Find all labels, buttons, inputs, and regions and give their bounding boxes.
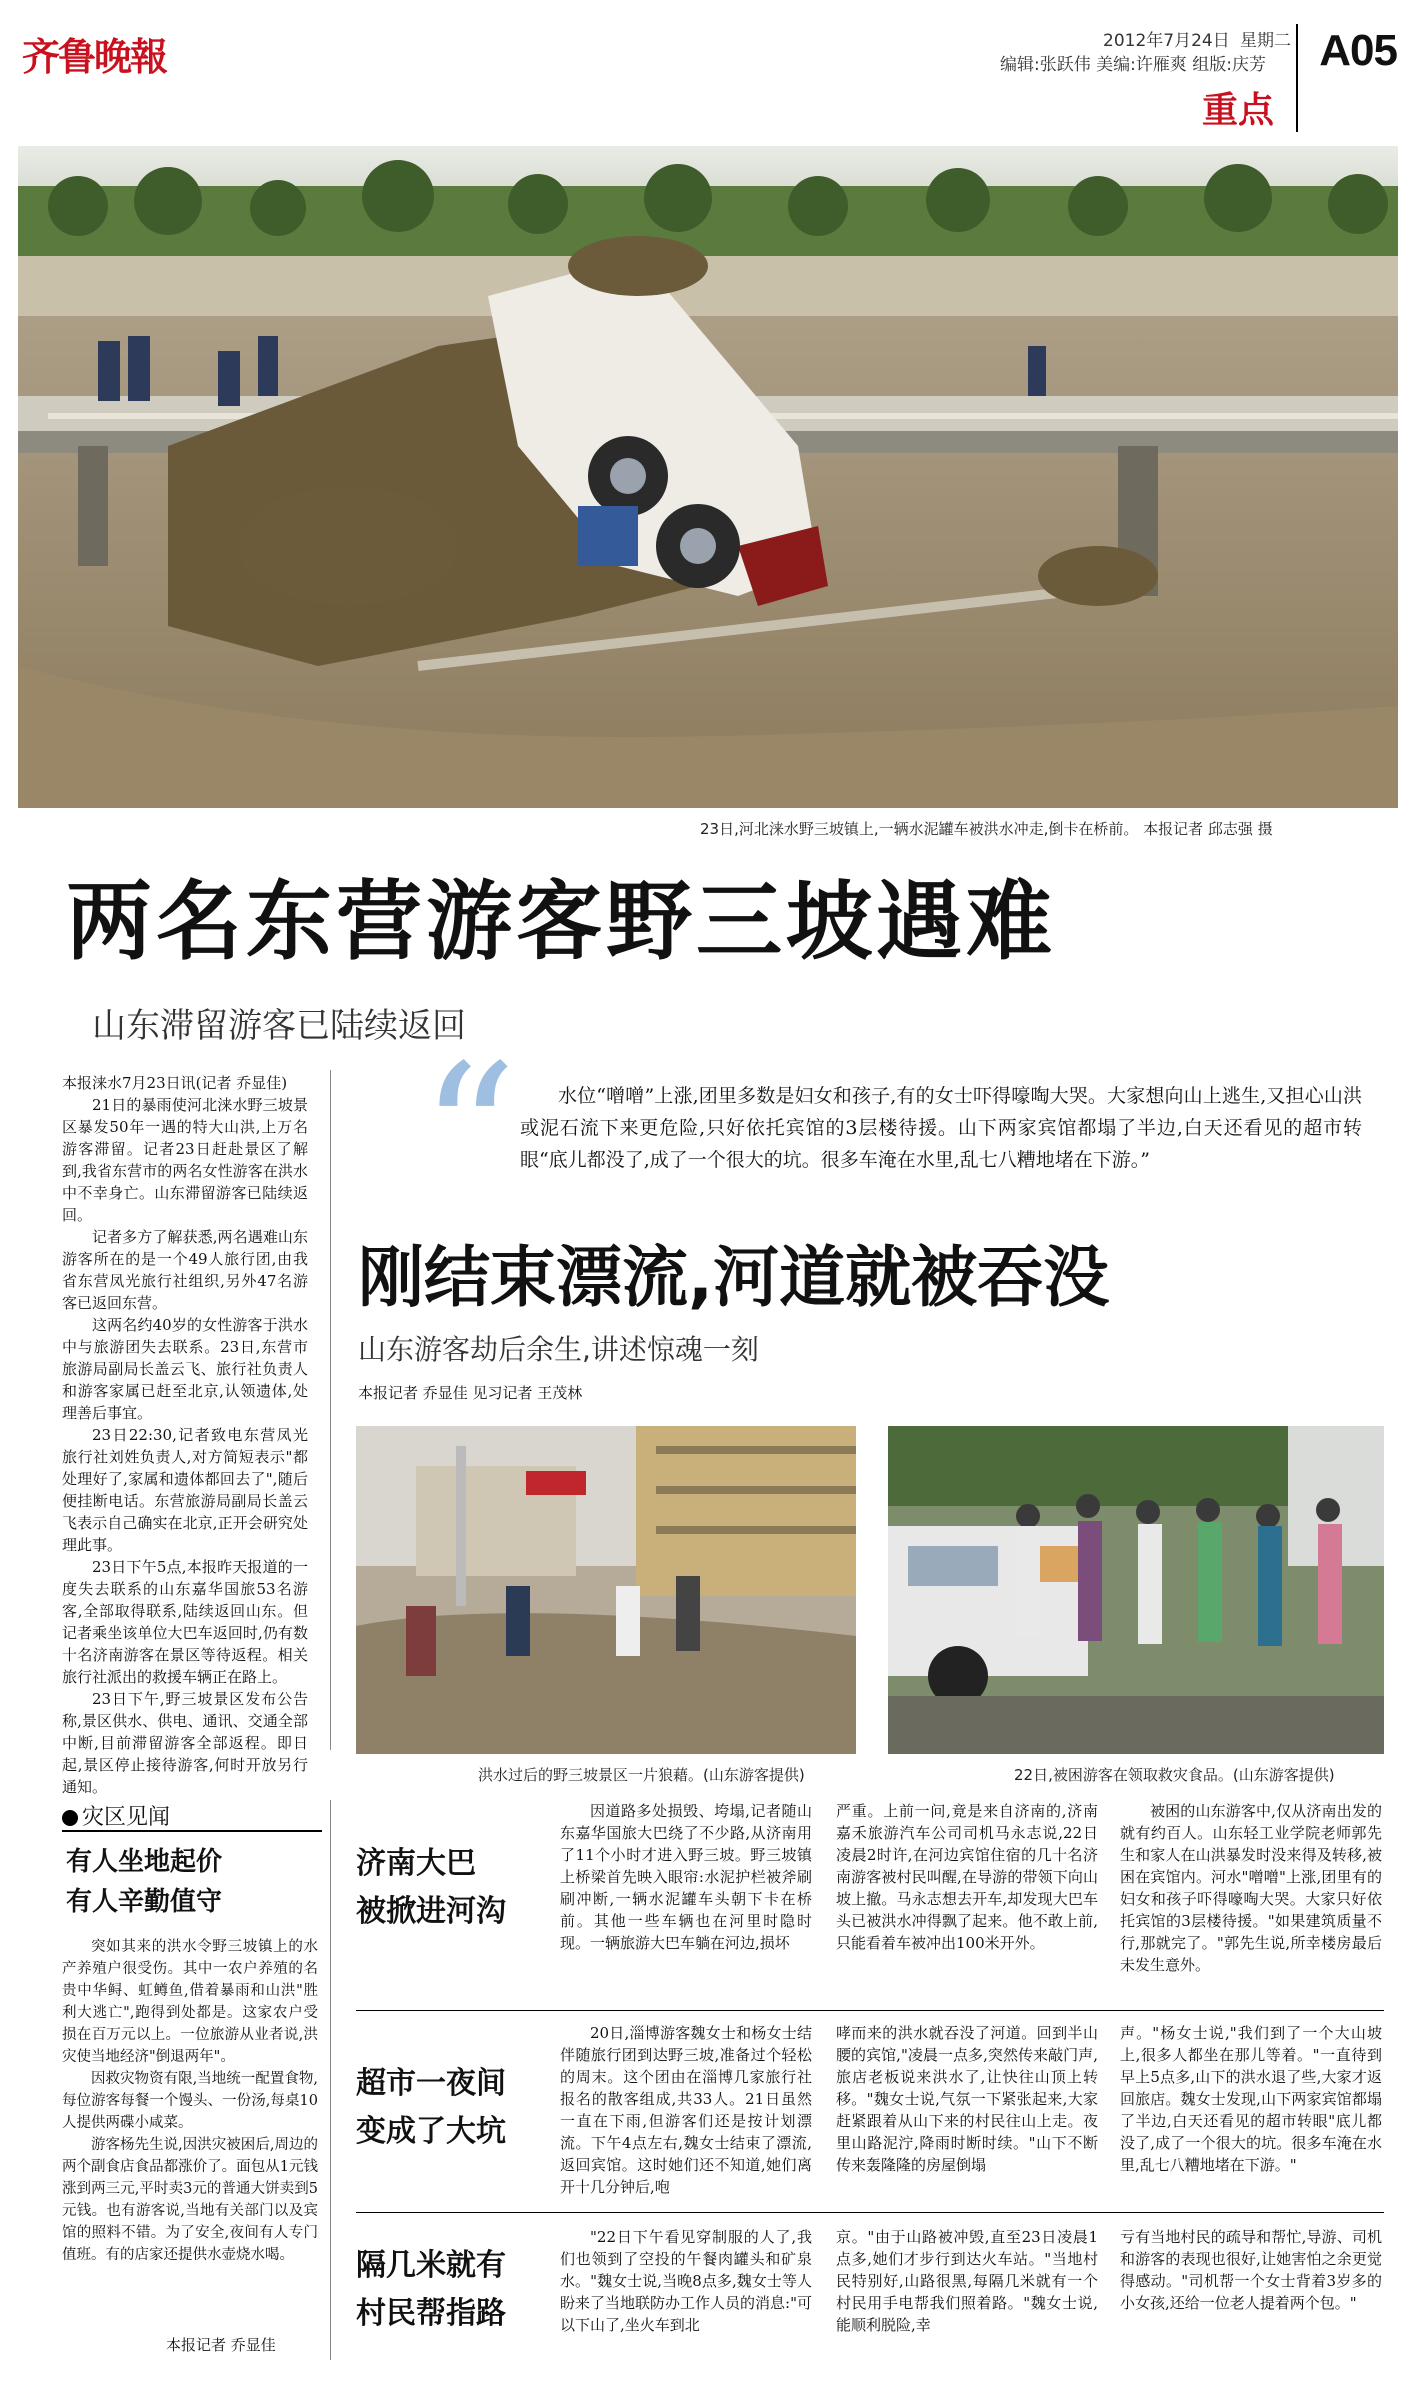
photo-debris (356, 1426, 856, 1754)
section-label: 重点 (1202, 90, 1275, 131)
section-3-text-1: "22日下午看见穿制服的人了,我们也领到了空投的午餐肉罐头和矿泉水。"魏女士说,当晚8点多,魏女士等人盼来了当地联防办工作人员的消息:"可以下山了,坐火车到北 (560, 2228, 812, 2334)
section-2-col-3 (1120, 2022, 1382, 2176)
section-3-col-1 (560, 2226, 812, 2336)
section-2-text-1: 20日,淄博游客魏女士和杨女士结伴随旅行团到达野三坡,准备过个轻松的周末。这个团由在淄博几家旅行社报名的散客组成,共33人。21日虽然一直在下雨,但游客们还是按计划漂流。下午4点左右,魏女士结束了漂流,返回宾馆。这时她们还不知道,她们离开十几分钟后,咆 (560, 2024, 812, 2196)
lead-paragraph-3: 这两名约40岁的女性游客于洪水中与旅游团失去联系。23日,东营市旅游局副局长盖云飞、旅行社负责人和游客家属已赶至北京,认领遗体,处理善后事宜。 (62, 1316, 308, 1422)
section-3-text-3: 亏有当地村民的疏导和帮忙,导游、司机和游客的表现也很好,让她害怕之余更觉得感动。"司机帮一个女士背着3岁多的小女孩,还给一位老人提着两个包。" (1120, 2228, 1382, 2312)
quote-mark: “ (420, 1024, 518, 1245)
section-divider-2 (356, 2212, 1384, 2213)
lead-paragraph-5: 23日下午5点,本报昨天报道的一度失去联系的山东嘉华国旅53名游客,全部取得联系,陆续返回山东。但记者乘坐该单位大巴车返回时,仍有数十名济南游客在景区等待返程。相关旅行社派出的救援车辆正在路上。 (62, 1558, 308, 1686)
sidebar-column-rule (330, 1800, 331, 2360)
main-subhead: 山东滞留游客已陆续返回 (92, 1006, 466, 1046)
section-2-head-line-2: 变成了大坑 (356, 2114, 506, 2149)
section-1-head-line-2: 被掀进河沟 (356, 1894, 506, 1929)
section-1-text-1: 因道路多处损毁、垮塌,记者随山东嘉华国旅大巴绕了不少路,从济南用了11个小时才进入野三坡。野三坡镇上桥梁首先映入眼帘:水泥护栏被斧刷刷冲断,一辆水泥罐车头朝下卡在桥前。其他一些车辆也在河里时隐时现。一辆旅游大巴车躺在河边,损坏 (560, 1802, 812, 1952)
lead-paragraph-2: 记者多方了解获悉,两名遇难山东游客所在的是一个49人旅行团,由我省东营凤光旅行社组织,另外47名游客已返回东营。 (62, 1228, 308, 1312)
sidebar-rule (62, 1830, 322, 1832)
sidebar-paragraph-1: 突如其来的洪水令野三坡镇上的水产养殖户很受伤。其中一农户养殖的名贵中华鲟、虹鳟鱼,借着暴雨和山洪"胜利大逃亡",跑得到处都是。这家农户受损在百万元以上。一位旅游从业者说,洪灾使当地经济"倒退两年"。 (62, 1939, 318, 2065)
sidebar-tag (62, 1800, 170, 1831)
section-divider-1 (356, 2010, 1384, 2011)
lead-paragraph-6: 23日下午,野三坡景区发布公告称,景区供水、供电、通讯、交通全部中断,目前滞留游客全部返程。即日起,景区停止接待游客,何时开放另行通知。 (62, 1690, 308, 1796)
photo-debris-caption: 洪水过后的野三坡景区一片狼藉。(山东游客提供) (478, 1766, 805, 1784)
section-1-head (356, 1840, 506, 1936)
sidebar-headline-1: 有人坐地起价 (66, 1847, 223, 1877)
food-photo (888, 1426, 1384, 1754)
pull-quote (520, 1080, 1362, 1176)
section-1-text-2: 严重。上前一问,竟是来自济南的,济南嘉禾旅游汽车公司司机马永志说,22日凌晨2时许,在河边宾馆住宿的几十名济南游客被村民叫醒,在导游的带领下向山坡上撤。马永志想去开车,却发现大巴车头已被洪水冲得飘了起来。他不敢上前,只能看着车被冲出100米开外。 (836, 1802, 1098, 1952)
section-2-col-2 (836, 2022, 1098, 2176)
section-1-col-3 (1120, 1800, 1382, 1976)
pull-quote-text: 水位“噌噌”上涨,团里多数是妇女和孩子,有的女士吓得嚎啕大哭。大家想向山上逃生,又担心山洪或泥石流下来更危险,只好依托宾馆的3层楼待援。山下两家宾馆都塌了半边,白天还看见的超市转眼“底儿都没了,成了一个很大的坑。很多车淹在水里,乱七八糟地堵在下游。” (520, 1085, 1362, 1171)
sidebar-headline-2: 有人辛勤值守 (66, 1887, 223, 1917)
sidebar-paragraph-3: 游客杨先生说,因洪灾被困后,周边的两个副食店食品都涨价了。面包从1元钱涨到两三元,平时卖3元的普通大饼卖到5元钱。也有游客说,当地有关部门以及宾馆的照料不错。为了安全,夜间有人专门值班。有的店家还提供水壶烧水喝。 (62, 2137, 318, 2263)
issue-date: 2012年7月24日 (1103, 31, 1230, 51)
column-rule (330, 1070, 331, 1750)
section-3-col-3 (1120, 2226, 1382, 2314)
section-2-text-2: 哮而来的洪水就吞没了河道。回到半山腰的宾馆,"凌晨一点多,突然传来敲门声,旅店老板说来洪水了,让快往山顶上转移。"魏女士说,气氛一下紧张起来,大家赶紧跟着从山下来的村民往山上走。夜里山路泥泞,降雨时断时续。"山下不断传来轰隆隆的房屋倒塌 (836, 2024, 1098, 2174)
second-headline: 刚结束漂流,河道就被吞没 (358, 1239, 1110, 1316)
issue-weekday: 星期二 (1240, 31, 1291, 51)
newspaper-logo: 齐鲁晚報 (22, 34, 167, 79)
section-3-text-2: 京。"由于山路被冲毁,直至23日凌晨1点多,她们才步行到达火车站。"当地村民特别好,山路很黑,每隔几米就有一个村民用手电帮我们照着路。"魏女士说,能顺利脱险,幸 (836, 2228, 1098, 2334)
section-1-head-line-1: 济南大巴 (356, 1846, 476, 1881)
second-subhead: 山东游客劫后余生,讲述惊魂一刻 (358, 1333, 759, 1366)
sidebar-tag-label: 灾区见闻 (82, 1805, 171, 1830)
lead-paragraph-1: 21日的暴雨使河北涞水野三坡景区暴发50年一遇的特大山洪,上万名游客滞留。记者23日赶赴景区了解到,我省东营市的两名女性游客在洪水中不幸身亡。山东滞留游客已陆续返回。 (62, 1096, 308, 1224)
main-headline: 两名东营游客野三坡遇难 (66, 872, 1056, 972)
section-2-text-3: 声。"杨女士说,"我们到了一个大山坡上,很多人都坐在那儿等着。"一直待到早上5点多,山下的洪水退了些,大家才返回旅店。魏女士发现,山下两家宾馆都塌了半边,白天还看见的超市转眼"底儿都没了,成了一个很大的坑。很多车淹在水里,乱七八糟地堵在下游。" (1120, 2024, 1382, 2174)
bullet-icon (62, 1810, 78, 1826)
sidebar-paragraph-2: 因救灾物资有限,当地统一配置食物,每位游客每餐一个馒头、一份汤,每桌10人提供两碟小咸菜。 (62, 2071, 318, 2131)
section-2-col-1 (560, 2022, 812, 2198)
photo-food (888, 1426, 1384, 1754)
lead-paragraph-4: 23日22:30,记者致电东营凤光旅行社刘姓负责人,对方简短表示"都处理好了,家属和遗体都回去了",随后便挂断电话。东营旅游局副局长盖云飞表示自己确实在北京,正开会研究处理此事。 (62, 1426, 308, 1554)
section-2-head-line-1: 超市一夜间 (356, 2066, 506, 2101)
editor-credits: 编辑:张跃伟 美编:许雁爽 组版:庆芳 (1000, 55, 1266, 75)
lead-dateline: 本报涞水7月23日讯(记者 乔显佳) (62, 1074, 288, 1092)
section-1-col-1 (560, 1800, 812, 1954)
sidebar-article (62, 1936, 318, 2266)
section-3-head-line-2: 村民帮指路 (356, 2296, 506, 2331)
masthead-divider (1296, 24, 1298, 132)
debris-photo (356, 1426, 856, 1754)
section-1-text-3: 被困的山东游客中,仅从济南出发的就有约百人。山东轻工业学院老师郭先生和家人在山洪暴发时没来得及转移,被困在宾馆内。河水"噌噌"上涨,团里有的妇女和孩子吓得嚎啕大哭。大家只好依托宾馆的3层楼待援。"如果建筑质量不行,那就完了。"郭先生说,所幸楼房最后未发生意外。 (1120, 1802, 1382, 1974)
photo-food-caption: 22日,被困游客在领取救灾食品。(山东游客提供) (1014, 1766, 1335, 1784)
section-3-head (356, 2242, 506, 2338)
flood-truck-photo (18, 146, 1398, 808)
byline: 本报记者 乔显佳 见习记者 王茂林 (358, 1384, 583, 1402)
section-1-col-2 (836, 1800, 1098, 1954)
sidebar-byline: 本报记者 乔显佳 (166, 2336, 276, 2354)
top-photo (18, 146, 1398, 808)
section-3-col-2 (836, 2226, 1098, 2336)
lead-article (62, 1072, 308, 1798)
section-3-head-line-1: 隔几米就有 (356, 2248, 506, 2283)
page-number: A05 (1319, 26, 1397, 75)
section-2-head (356, 2060, 506, 2156)
top-photo-caption: 23日,河北涞水野三坡镇上,一辆水泥罐车被洪水冲走,倒卡在桥前。 本报记者 邱志强 摄 (700, 820, 1273, 838)
